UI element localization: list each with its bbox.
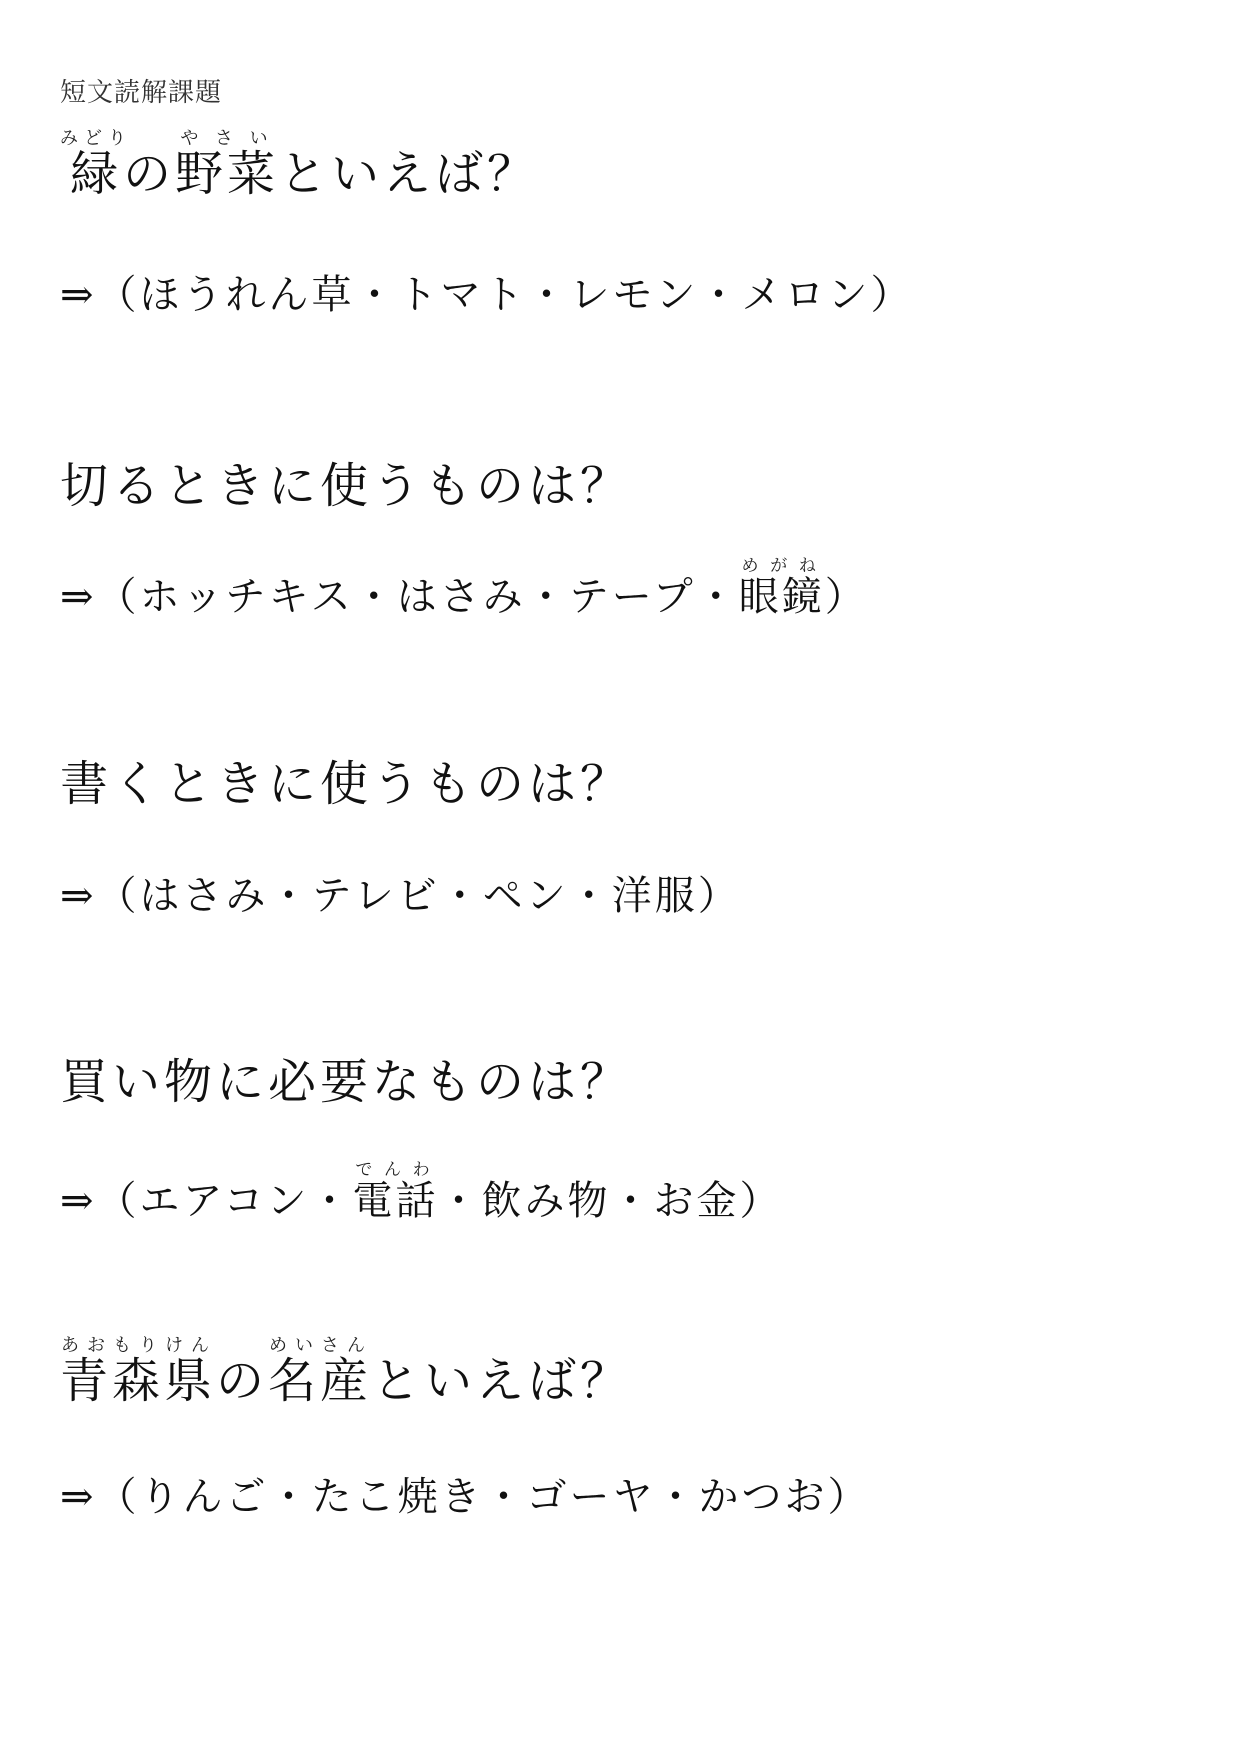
ruby-word: 名産めいさん: [268, 1335, 373, 1409]
question-1: 緑みどりの野菜やさいといえば？: [60, 128, 540, 202]
ruby-word: 青森県あおもりけん: [60, 1335, 217, 1409]
question-3: 書くときに使うものは？: [60, 756, 633, 812]
answer-choices-4: ⇒（エアコン・電話でんわ・飲み物・お金）: [60, 1160, 783, 1224]
answer-choices-5: ⇒（りんご・たこ焼き・ゴーヤ・かつお）: [60, 1474, 871, 1520]
answer-choices-1: ⇒（ほうれん草・トマト・レモン・メロン）: [60, 272, 914, 318]
ruby-word: 緑みどり: [60, 128, 132, 202]
ruby-word: 眼鏡めがね: [738, 556, 825, 620]
ruby-word: 電話でんわ: [352, 1160, 439, 1224]
answer-choices-2: ⇒（ホッチキス・はさみ・テープ・眼鏡めがね）: [60, 556, 868, 620]
answer-choices-3: ⇒（はさみ・テレビ・ペン・洋服）: [60, 873, 741, 919]
ruby-word: 野菜やさい: [175, 128, 280, 202]
question-5: 青森県あおもりけんの名産めいさんといえば？: [60, 1335, 633, 1409]
question-2: 切るときに使うものは？: [60, 458, 633, 514]
worksheet-title: 短文読解課題: [60, 78, 223, 108]
question-4: 買い物に必要なものは？: [60, 1054, 633, 1110]
